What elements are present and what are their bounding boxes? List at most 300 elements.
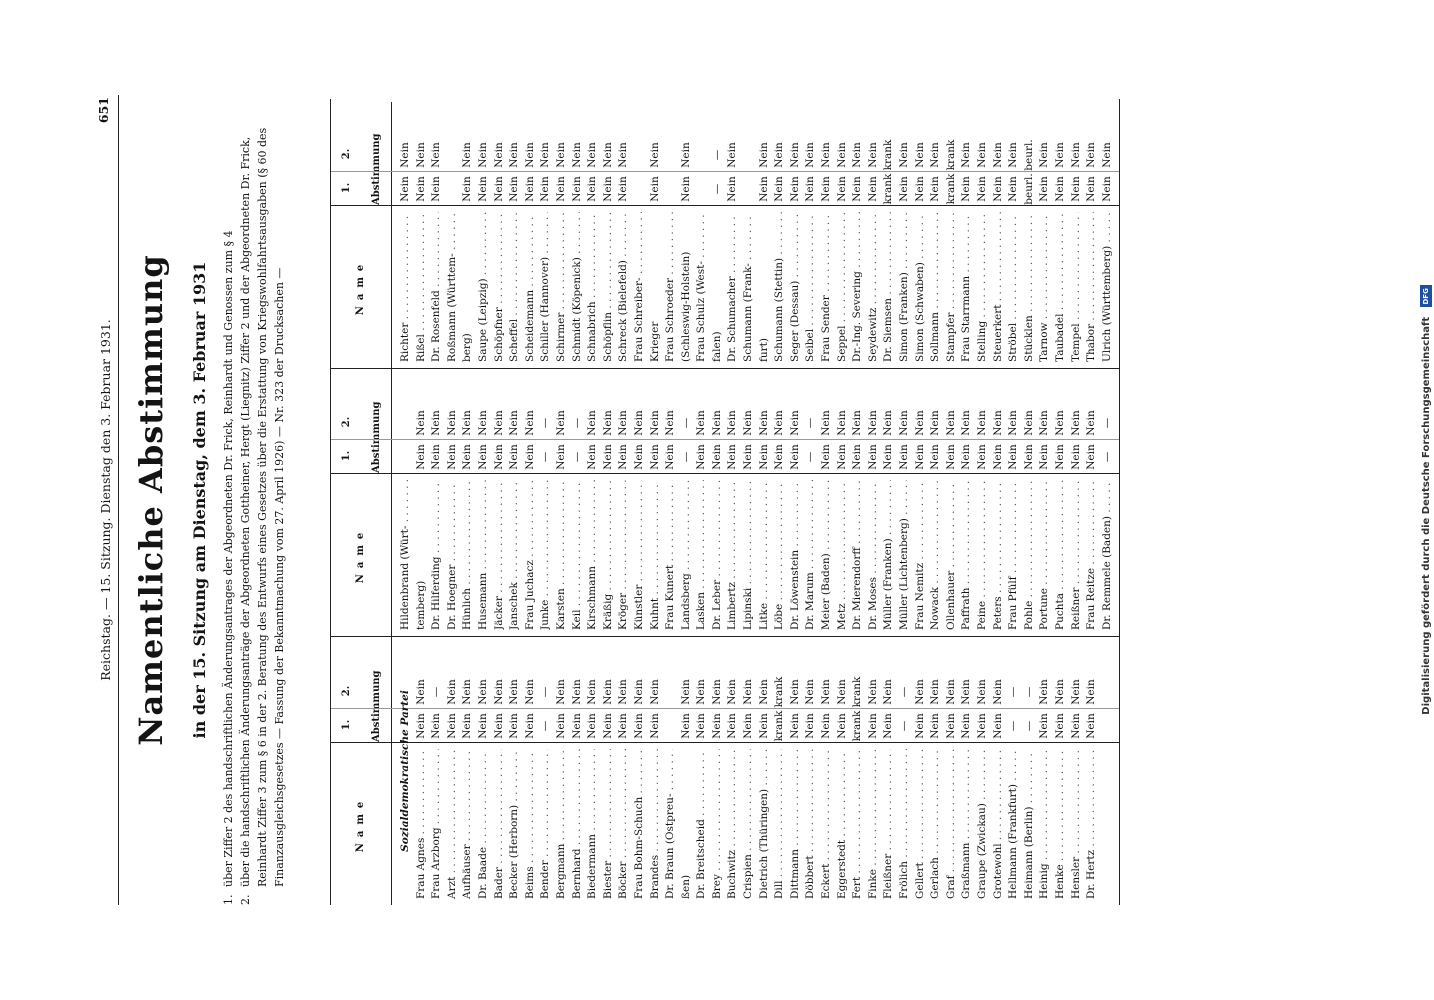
vote-2-value: — xyxy=(1007,686,1020,698)
vote-2-value: Nein xyxy=(492,679,505,705)
vote-1-value: Nein xyxy=(929,176,942,202)
header-abstimmung: Abstimmung xyxy=(363,674,391,743)
vote-2-value: Nein xyxy=(414,142,427,168)
member-row xyxy=(694,102,710,368)
member-row xyxy=(429,102,445,368)
vote-1-value: Nein xyxy=(617,713,630,739)
vote-1-value: Nein xyxy=(586,713,599,739)
member-name: furt) xyxy=(757,338,770,362)
member-name: Paffrath . . . xyxy=(959,480,975,630)
vote-2-value: Nein xyxy=(508,679,521,705)
member-row xyxy=(1037,102,1053,368)
member-name: Nowack . . . xyxy=(928,480,944,630)
member-name: Dr. Breitscheid . . . xyxy=(694,749,710,899)
vote-2-value: Nein xyxy=(679,142,692,168)
member-row xyxy=(881,637,897,905)
vote-1-value: Nein xyxy=(679,713,692,739)
member-row xyxy=(538,102,554,368)
member-name: Sollmann . . . xyxy=(928,212,944,362)
vote-1-value: Nein xyxy=(742,713,755,739)
vote-2-value: — xyxy=(1100,417,1113,429)
member-row xyxy=(663,368,679,636)
vote-1-value: Nein xyxy=(445,444,458,470)
member-row xyxy=(959,637,975,905)
header-vote-2: 2. xyxy=(331,137,363,172)
member-name: Buchwitz . . . xyxy=(725,749,741,899)
vote-1-value: Nein xyxy=(461,444,474,470)
member-row xyxy=(429,368,445,636)
member-name: Karsten . . . xyxy=(554,480,570,630)
member-row xyxy=(725,637,741,905)
vote-2-value: Nein xyxy=(835,679,848,705)
member-name: Becker (Herborn) . . . xyxy=(507,749,523,899)
member-name: Landsberg . . . xyxy=(679,480,695,630)
member-row xyxy=(476,637,492,905)
member-name: Schreck (Bielefeld) . . . xyxy=(616,212,632,362)
vote-2-value: Nein xyxy=(632,410,645,436)
vote-2-value: Nein xyxy=(929,142,942,168)
vote-1-value: Nein xyxy=(601,444,614,470)
member-name: Schumann (Stettin) . . . xyxy=(772,212,788,362)
vote-1-value: Nein xyxy=(1053,176,1066,202)
member-name: Schöpfner . . . xyxy=(492,212,508,362)
member-row xyxy=(803,368,819,636)
vote-2-value: Nein xyxy=(430,142,443,168)
member-name: Roßmann (Württem- . . . xyxy=(445,212,461,362)
vote-1-value: Nein xyxy=(430,444,443,470)
vote-1-value: Nein xyxy=(788,713,801,739)
member-name: Hünlich . . . xyxy=(460,480,476,630)
member-row xyxy=(1069,637,1085,905)
vote-1-value: Nein xyxy=(617,176,630,202)
vote-2-value: Nein xyxy=(554,679,567,705)
member-name: Brey . . . xyxy=(710,749,726,899)
member-row xyxy=(601,368,617,636)
member-row xyxy=(570,368,586,636)
vote-1-value: Nein xyxy=(632,444,645,470)
member-name: Graf . . . xyxy=(944,749,960,899)
vote-2-value: Nein xyxy=(773,410,786,436)
member-row xyxy=(819,637,835,905)
vote-2-value: Nein xyxy=(1085,410,1098,436)
member-row xyxy=(772,102,788,368)
vote-1-value: Nein xyxy=(788,176,801,202)
vote-1-value: Nein xyxy=(851,176,864,202)
member-name: Frau Pfülf . . . xyxy=(1006,480,1022,630)
vote-2-value: Nein xyxy=(898,142,910,168)
member-row xyxy=(554,637,570,905)
dfg-logo: DFG xyxy=(1420,285,1432,307)
vote-2-value: Nein xyxy=(1053,410,1066,436)
vote-1-value: Nein xyxy=(726,444,739,470)
member-row xyxy=(757,102,773,368)
vote-2-value: krank xyxy=(882,139,895,171)
vote-1-value: Nein xyxy=(991,176,1004,202)
vote-2-value: Nein xyxy=(1085,679,1098,705)
member-name: Bernhard . . . xyxy=(570,749,586,899)
member-name: Ollenhauer . . . xyxy=(944,480,960,630)
vote-1-value: Nein xyxy=(975,444,988,470)
vote-1-value: Nein xyxy=(1038,176,1051,202)
member-name: Dill . . . xyxy=(772,749,788,899)
member-row xyxy=(991,637,1007,905)
vote-1-value: Nein xyxy=(944,713,957,739)
running-head xyxy=(92,95,119,905)
member-row xyxy=(445,368,461,636)
member-row xyxy=(788,102,804,368)
member-row xyxy=(1053,368,1069,636)
member-name: Finke . . . xyxy=(866,749,882,899)
column-header xyxy=(331,637,392,905)
vote-1-value: Nein xyxy=(866,713,879,739)
vote-1-value: Nein xyxy=(851,444,864,470)
member-name: Schöpflin . . . xyxy=(601,212,617,362)
vote-2-value: Nein xyxy=(929,410,942,436)
member-row xyxy=(1069,368,1085,636)
vote-1-value: Nein xyxy=(757,444,770,470)
member-row xyxy=(835,637,851,905)
member-name: Schmidt (Köpenick) . . . xyxy=(570,212,586,362)
vote-2-value: Nein xyxy=(866,410,879,436)
member-name: Krieger xyxy=(648,321,661,362)
member-name: Biester . . . xyxy=(601,749,617,899)
vote-1-value: Nein xyxy=(1022,444,1035,470)
vote-1-value: krank xyxy=(851,710,864,742)
member-row xyxy=(1022,102,1038,368)
vote-1-value: Nein xyxy=(695,444,708,470)
vote-1-value: Nein xyxy=(430,713,443,739)
member-name: Heinig . . . xyxy=(1037,749,1053,899)
vote-1-value: — xyxy=(1007,720,1020,732)
vote-1-value: Nein xyxy=(898,444,910,470)
member-row xyxy=(866,102,882,368)
member-name: Döbbert . . . xyxy=(803,749,819,899)
member-name: Dr. Leber . . . xyxy=(710,480,726,630)
vote-2-value: Nein xyxy=(1053,142,1066,168)
vote-1-value: Nein xyxy=(554,444,567,470)
member-row xyxy=(944,102,960,368)
vote-1-value: Nein xyxy=(586,176,599,202)
vote-2-value: Nein xyxy=(726,142,739,168)
header-name: Name xyxy=(355,795,366,853)
vote-1-value: Nein xyxy=(710,444,723,470)
member-row xyxy=(1022,368,1038,636)
vote-2-value: Nein xyxy=(461,410,474,436)
column-rows xyxy=(392,368,1115,636)
member-row xyxy=(710,102,726,368)
vote-2-value: Nein xyxy=(445,410,458,436)
vote-item-2 xyxy=(237,95,288,905)
vote-1-value: Nein xyxy=(586,444,599,470)
vote-2-value: Nein xyxy=(804,142,817,168)
member-name: Gellert . . . xyxy=(913,749,929,899)
vote-1-value: Nein xyxy=(804,713,817,739)
member-name: Meier (Baden) . . . xyxy=(819,480,835,630)
member-name: Stücklen . . . xyxy=(1022,212,1038,362)
member-row xyxy=(538,368,554,636)
vote-2-value: Nein xyxy=(882,410,895,436)
vote-column-3 xyxy=(331,102,1119,369)
member-name: Dr. Marum . . . xyxy=(803,480,819,630)
vote-1-value: — xyxy=(710,183,723,195)
vote-2-value: krank xyxy=(944,139,957,171)
member-name: Dr. Moses . . . xyxy=(866,480,882,630)
member-row xyxy=(710,368,726,636)
member-name: Tarnow . . . xyxy=(1037,212,1053,362)
member-row xyxy=(648,102,664,368)
vote-2-value: Nein xyxy=(695,410,708,436)
member-row xyxy=(850,368,866,636)
vote-1-value: Nein xyxy=(601,176,614,202)
vote-2-value: Nein xyxy=(508,410,521,436)
member-row xyxy=(460,102,476,368)
member-row xyxy=(944,368,960,636)
vote-1-value: Nein xyxy=(1007,444,1020,470)
member-row xyxy=(741,637,757,905)
member-name: Tempel . . . xyxy=(1069,212,1085,362)
vote-2-value: Nein xyxy=(508,142,521,168)
member-name: Aufhäuser . . . xyxy=(460,749,476,899)
member-row xyxy=(616,637,632,905)
member-name: Graupe (Zwickau) . . . xyxy=(975,749,991,899)
vote-2-value: Nein xyxy=(866,142,879,168)
member-name: Stelling . . . xyxy=(975,212,991,362)
member-row xyxy=(414,368,430,636)
digitization-credit xyxy=(1420,95,1432,905)
vote-2-value: Nein xyxy=(1007,142,1020,168)
member-row xyxy=(850,637,866,905)
vote-1-value: Nein xyxy=(929,713,942,739)
member-name: Puchta . . . xyxy=(1053,480,1069,630)
member-row xyxy=(1053,102,1069,368)
member-name: Fleißner . . . xyxy=(881,749,897,899)
column-rows xyxy=(392,637,1100,905)
member-name: Frau Schreiber- . . . xyxy=(632,212,648,362)
member-row xyxy=(881,368,897,636)
vote-1-value: Nein xyxy=(742,444,755,470)
member-name: Müller (Lichtenberg) . . . xyxy=(897,480,913,630)
vote-1-value: Nein xyxy=(835,444,848,470)
vote-2-value: Nein xyxy=(788,410,801,436)
member-row xyxy=(601,102,617,368)
member-name: Dr. Löwenstein . . . xyxy=(788,480,804,630)
vote-2-value: Nein xyxy=(476,679,489,705)
vote-2-value: Nein xyxy=(648,410,661,436)
vote-2-value: Nein xyxy=(632,679,645,705)
member-name: Bergmann . . . xyxy=(554,749,570,899)
member-name: Ulrich (Württemberg) . . . xyxy=(1100,212,1116,362)
vote-2-value: Nein xyxy=(695,679,708,705)
member-name: Dr. Rosenfeld . . . xyxy=(429,212,445,362)
member-row xyxy=(991,102,1007,368)
vote-1-value: Nein xyxy=(523,176,536,202)
member-name: Schnabrich . . . xyxy=(585,212,601,362)
vote-1-value: Nein xyxy=(835,713,848,739)
member-row xyxy=(616,102,632,368)
vote-1-value: Nein xyxy=(695,713,708,739)
vote-1-value: Nein xyxy=(492,176,505,202)
member-row xyxy=(897,368,913,636)
member-row xyxy=(741,102,757,368)
member-row xyxy=(445,102,461,368)
vote-2-value: Nein xyxy=(1038,142,1051,168)
member-name: Kröger . . . xyxy=(616,480,632,630)
member-name: Seger (Dessau) . . . xyxy=(788,212,804,362)
vote-2-value: Nein xyxy=(788,679,801,705)
member-name: Hildenbrand (Würt- . . . xyxy=(398,480,414,630)
vote-1-value: Nein xyxy=(523,444,536,470)
vote-2-value: beurl. xyxy=(1022,139,1035,171)
vote-1-value: Nein xyxy=(1053,444,1066,470)
vote-1-value: Nein xyxy=(1053,713,1066,739)
member-row xyxy=(959,368,975,636)
vote-item-text: über die handschriftlichen Änderungsanträge der Abgeordneten Gottheiner, Hergt (Liegnitz) Ziffer 2 und der Abgeordneten Dr. Frick, Reinhardt Ziffer 3 zum § 6 in der 2. Beratung des Entwurfs eines Gesetzes über die Erstattung von Kriegswohlfahrtsausgaben (§ 60 des Finanzausgleichsgesetzes — Fassung der Bekanntmachung vom 27. April 1926) — Nr. 323 der Drucksachen — xyxy=(239,127,286,887)
member-row xyxy=(679,368,695,636)
member-row xyxy=(866,637,882,905)
member-row xyxy=(632,637,648,905)
member-name: berg) xyxy=(461,333,474,362)
member-row xyxy=(975,637,991,905)
vote-2-value: — xyxy=(539,686,552,698)
vote-1-value: Nein xyxy=(554,176,567,202)
vote-1-value: Nein xyxy=(648,444,661,470)
vote-1-value: Nein xyxy=(820,713,833,739)
member-name: Arzt . . . xyxy=(445,749,461,899)
member-row xyxy=(725,368,741,636)
vote-1-value: Nein xyxy=(664,444,677,470)
member-name: Frau Juchacz . . . xyxy=(523,480,539,630)
vote-1-value: Nein xyxy=(960,176,973,202)
member-name: Dr. Hilferding . . . xyxy=(429,480,445,630)
vote-1-value: Nein xyxy=(726,176,739,202)
member-name: Richter . . . xyxy=(398,212,414,362)
vote-1-value: Nein xyxy=(461,176,474,202)
member-name: Scheidemann . . . xyxy=(523,212,539,362)
member-row xyxy=(476,368,492,636)
member-row xyxy=(460,368,476,636)
vote-1-value: Nein xyxy=(476,176,489,202)
vote-2-value: Nein xyxy=(742,410,755,436)
vote-1-value: Nein xyxy=(1085,444,1098,470)
vote-2-value: Nein xyxy=(773,142,786,168)
member-name: Janschek . . . xyxy=(507,480,523,630)
vote-1-value: Nein xyxy=(492,444,505,470)
vote-column-1 xyxy=(331,637,1119,905)
vote-2-value: Nein xyxy=(492,410,505,436)
vote-1-value: Nein xyxy=(757,176,770,202)
vote-2-value: Nein xyxy=(601,142,614,168)
vote-2-value: Nein xyxy=(430,410,443,436)
vote-2-value: Nein xyxy=(1085,142,1098,168)
vote-1-value: Nein xyxy=(414,713,427,739)
vote-1-value: Nein xyxy=(1038,713,1051,739)
member-name: Seppel . . . xyxy=(835,212,851,362)
vote-1-value: Nein xyxy=(757,713,770,739)
vote-1-value: Nein xyxy=(866,176,879,202)
header-name: Name xyxy=(355,258,366,316)
vote-2-value: Nein xyxy=(601,410,614,436)
vote-2-value: Nein xyxy=(414,410,427,436)
vote-2-value: Nein xyxy=(851,142,864,168)
member-row xyxy=(585,637,601,905)
member-name: Hellmann (Frankfurt) . . . xyxy=(1006,749,1022,899)
vote-2-value: Nein xyxy=(1053,679,1066,705)
member-name: Graßmann . . . xyxy=(959,749,975,899)
member-row xyxy=(492,368,508,636)
vote-1-value: — xyxy=(679,451,692,463)
vote-2-value: Nein xyxy=(929,679,942,705)
member-name: Litke . . . xyxy=(757,480,773,630)
vote-1-value: Nein xyxy=(601,713,614,739)
vote-1-value: Nein xyxy=(1100,176,1113,202)
member-row xyxy=(1006,368,1022,636)
member-row xyxy=(554,368,570,636)
vote-1-value: Nein xyxy=(898,176,910,202)
member-row xyxy=(632,102,648,368)
vote-2-value: Nein xyxy=(1038,679,1051,705)
vote-1-value: Nein xyxy=(476,444,489,470)
vote-1-value: Nein xyxy=(882,444,895,470)
vote-2-value: — xyxy=(570,417,583,429)
vote-items xyxy=(220,95,288,905)
vote-1-value: Nein xyxy=(570,713,583,739)
member-name: Simon (Schwaben) . . . xyxy=(913,212,929,362)
vote-1-value: Nein xyxy=(1069,713,1082,739)
vote-2-value: Nein xyxy=(898,410,910,436)
vote-2-value: Nein xyxy=(944,679,957,705)
header-abstimmung: Abstimmung xyxy=(363,137,391,206)
vote-1-value: — xyxy=(1022,720,1035,732)
running-head-title: Reichstag. — 15. Sitzung. Dienstag den 3. Februar 1931. xyxy=(98,319,113,681)
member-name: Peters . . . xyxy=(991,480,1007,630)
member-row xyxy=(585,102,601,368)
member-row xyxy=(694,637,710,905)
vote-1-value: Nein xyxy=(570,176,583,202)
vote-2-value: Nein xyxy=(648,142,661,168)
vote-1-value: — xyxy=(539,451,552,463)
vote-2-value: Nein xyxy=(1007,410,1020,436)
member-name: Reißner . . . xyxy=(1069,480,1085,630)
member-row xyxy=(523,637,539,905)
vote-1-value: Nein xyxy=(975,176,988,202)
member-name: Frau Schulz (West- . . . xyxy=(694,212,710,362)
vote-2-value: Nein xyxy=(476,142,489,168)
member-name: Portune . . . xyxy=(1037,480,1053,630)
member-row xyxy=(1037,368,1053,636)
document-page xyxy=(92,95,1432,905)
vote-1-value: Nein xyxy=(508,444,521,470)
member-row xyxy=(429,637,445,905)
member-row xyxy=(414,637,430,905)
member-name: Künstler . . . xyxy=(632,480,648,630)
vote-1-value: — xyxy=(804,451,817,463)
vote-2-value: Nein xyxy=(991,142,1004,168)
member-row xyxy=(850,102,866,368)
vote-2-value: Nein xyxy=(913,679,926,705)
vote-2-value: Nein xyxy=(710,410,723,436)
member-name: Grotewohl . . . xyxy=(991,749,1007,899)
member-name: ßen) xyxy=(679,874,692,899)
vote-2-value: Nein xyxy=(492,142,505,168)
vote-2-value: — xyxy=(539,417,552,429)
member-name: Frölich . . . xyxy=(897,749,913,899)
vote-2-value: — xyxy=(679,417,692,429)
vote-1-value: Nein xyxy=(1069,176,1082,202)
vote-1-value: Nein xyxy=(414,176,427,202)
member-name: Seibel . . . xyxy=(803,212,819,362)
member-name: Biedermann . . . xyxy=(585,749,601,899)
member-name: Lasken . . . xyxy=(694,480,710,630)
